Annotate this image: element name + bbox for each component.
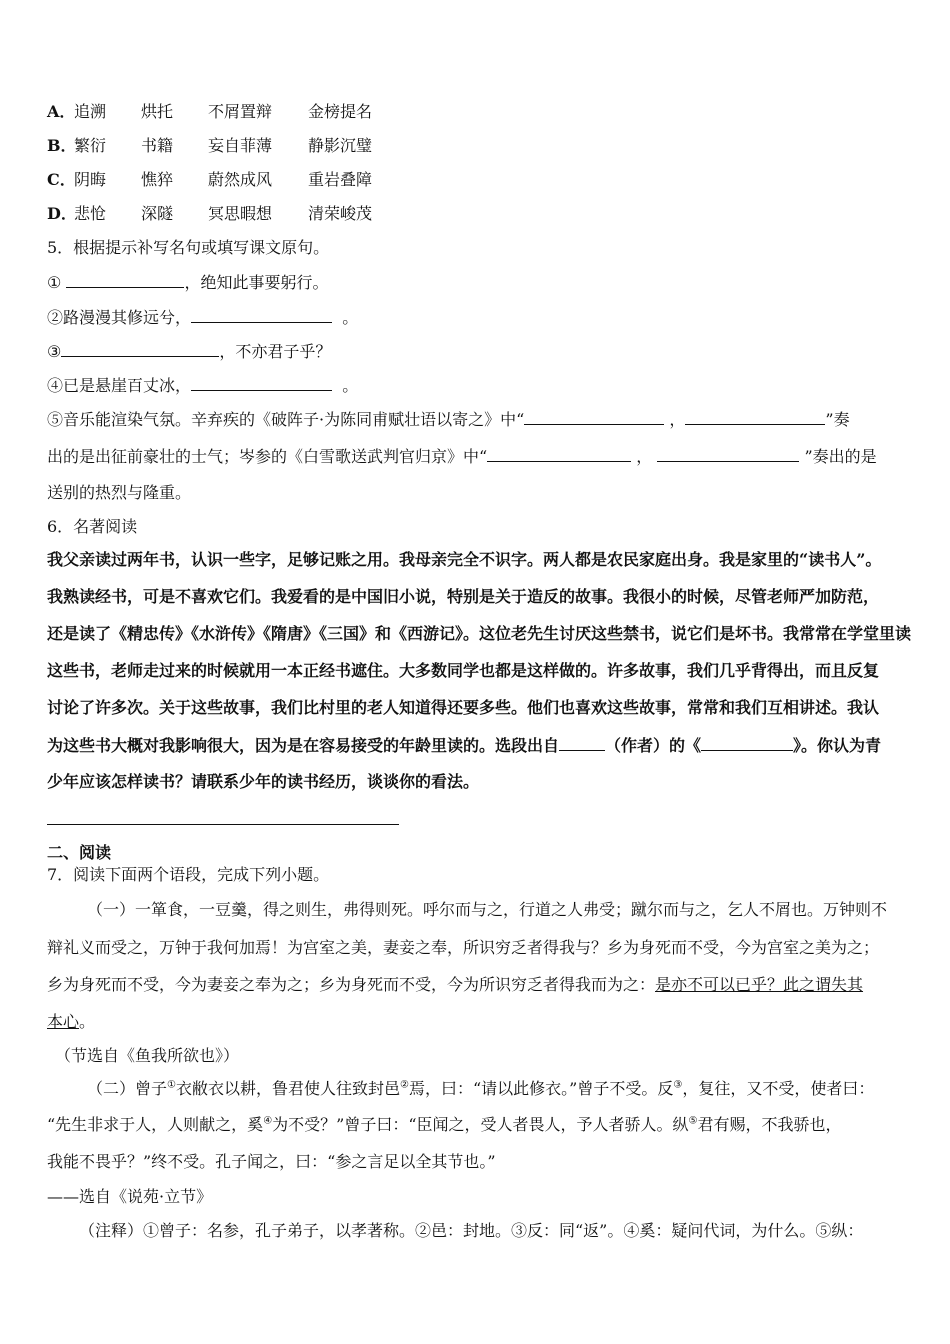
answer-blank[interactable] (191, 306, 332, 323)
q6-passage-line: 我熟读经书，可是不喜欢它们。我爱看的是中国旧小说，特别是关于造反的故事。我很小的时候，尽管老师严加防范， (47, 587, 880, 606)
answer-blank[interactable] (657, 445, 799, 462)
passage-text: 衣敝衣以耕，鲁君使人往致封邑 (175, 1079, 400, 1098)
answer-blank[interactable] (487, 445, 631, 462)
option-word: 静影沉璧 (308, 136, 373, 155)
q5-line-5 (47, 408, 850, 431)
passage-1-line (47, 1011, 95, 1033)
question-7-title: 7．阅读下面两个语段，完成下列小题。 (47, 865, 330, 884)
option-word: 悲怆 (74, 204, 107, 223)
passage-text: 。 (79, 1012, 96, 1031)
q5-text: ”奏 (825, 410, 850, 429)
option-word: 阴晦 (74, 170, 107, 189)
option-word: 清荣峻茂 (308, 204, 373, 223)
q6-passage-line: 还是读了《精忠传》《水浒传》《隋唐》《三国》和《西游记》。这位老先生讨厌这些禁书，说它们是坏书。我常常在学堂里读 (47, 624, 912, 643)
option-word: 重岩叠障 (308, 170, 373, 189)
q5-text: ”奏出的是 (804, 447, 877, 466)
q5-line-prefix: ④已是悬崖百丈冰， (47, 376, 192, 395)
answer-blank[interactable] (685, 408, 825, 425)
passage-text: （二）曾子 (87, 1079, 168, 1098)
q5-line-7: 送别的热烈与隆重。 (47, 483, 192, 502)
option-letter: B． (47, 136, 77, 155)
underlined-sentence: 是亦不可以已乎？此之谓失其 (655, 975, 864, 994)
passage-text: 为不受？”曾子曰：“臣闻之，受人者畏人，予人者骄人。纵 (272, 1115, 689, 1134)
answer-blank[interactable] (524, 408, 664, 425)
option-d (47, 203, 372, 225)
q5-line-4 (47, 374, 358, 397)
answer-blank[interactable] (191, 374, 332, 391)
q5-text: ， (636, 447, 653, 466)
q6-text: （作者）的《 (605, 736, 702, 755)
q5-line-suffix: ，不亦君子乎？ (219, 342, 332, 361)
passage-1-source: （节选自《鱼我所欲也》） (55, 1046, 240, 1065)
footnote-marker: ③ (673, 1079, 683, 1091)
question-6-title: 6．名著阅读 (47, 517, 138, 536)
underlined-sentence: 本心 (47, 1012, 80, 1031)
author-blank[interactable] (559, 734, 605, 751)
question-5-title: 5．根据提示补写名句或填写课文原句。 (47, 238, 330, 257)
q5-text: ， (669, 410, 686, 429)
passage-text: ，复往，又不受，使者曰： (682, 1079, 875, 1098)
q6-passage-line: 这些书，老师走过来的时候就用一本正经书遮住。大多数同学也都是这样做的。许多故事，我们几乎背得出，而且反复 (47, 661, 880, 680)
option-word: 金榜提名 (308, 102, 373, 121)
q5-line-suffix: 。 (342, 376, 359, 395)
option-word: 憔猝 (141, 170, 174, 189)
annotation-line: （注释）①曾子：名参，孔子弟子，以孝著称。②邑：封地。③反：同“返”。④奚：疑问代词，为什么。⑤纵： (79, 1221, 864, 1240)
passage-2-line: 我能不畏乎？”终不受。孔子闻之，曰：“参之言足以全其节也。” (47, 1152, 496, 1171)
passage-1-line (47, 974, 863, 996)
option-word: 深隧 (141, 204, 174, 223)
option-word: 妄自菲薄 (208, 136, 273, 155)
answer-blank[interactable] (66, 271, 184, 288)
q5-line-prefix: ① (47, 273, 62, 292)
passage-text: 君有赐，不我骄也， (697, 1115, 842, 1134)
option-a (47, 101, 372, 123)
q6-passage-line: 讨论了许多次。关于这些故事，我们比村里的老人知道得还要多些。他们也喜欢这些故事，常常和我们互相讲述。我认 (47, 698, 880, 717)
footnote-marker: ⑤ (688, 1115, 698, 1127)
q6-passage-line: 我父亲读过两年书，认识一些字，足够记账之用。我母亲完全不识字。两人都是农民家庭出身。我是家里的“读书人”。 (47, 550, 882, 569)
option-word: 烘托 (141, 102, 174, 121)
option-word: 繁衍 (74, 136, 107, 155)
passage-2-line (87, 1078, 874, 1100)
option-c (47, 169, 372, 191)
q5-line-suffix: 。 (342, 308, 359, 327)
passage-1-line: 辩礼义而受之，万钟于我何加焉！为宫室之美，妻妾之奉，所识穷乏者得我与？乡为身死而不受，今为宫室之美为之； (47, 938, 880, 957)
q6-text: 》。你认为青 (793, 736, 882, 755)
q5-line-2 (47, 306, 358, 329)
option-word: 冥思暇想 (208, 204, 273, 223)
q5-line-prefix: ②路漫漫其修远兮， (47, 308, 192, 327)
passage-1-line: （一）一箪食，一豆羹，得之则生，弗得则死。呼尔而与之，行道之人弗受；蹴尔而与之，乞人不屑也。万钟则不 (87, 900, 888, 919)
q5-line-3 (47, 340, 331, 363)
passage-2-line (47, 1114, 842, 1136)
q5-line-1 (47, 271, 328, 294)
option-letter: A． (47, 102, 76, 121)
q5-line-suffix: ，绝知此事要躬行。 (184, 273, 329, 292)
footnote-marker: ② (400, 1079, 409, 1091)
footnote-marker: ④ (263, 1115, 273, 1127)
answer-line[interactable] (47, 824, 399, 825)
passage-2-source: ——选自《说苑·立节》 (47, 1187, 213, 1206)
answer-blank[interactable] (61, 340, 219, 357)
passage-text: 乡为身死而不受，今为妻妾之奉为之；乡为身死而不受，今为所识穷乏者得我而为之： (47, 975, 656, 994)
section-heading: 二、阅读 (47, 843, 112, 862)
q6-passage-line (47, 734, 881, 757)
q5-text: 出的是出征前豪壮的士气；岑参的《白雪歌送武判官归京》中“ (47, 447, 488, 466)
q5-text: ⑤音乐能渲染气氛。辛弃疾的《破阵子·为陈同甫赋壮语以寄之》中“ (47, 410, 525, 429)
q6-prompt: 少年应该怎样读书？请联系少年的读书经历，谈谈你的看法。 (47, 772, 480, 791)
footnote-marker: ① (167, 1079, 176, 1091)
option-letter: C． (47, 170, 76, 189)
option-b (47, 135, 372, 157)
book-blank[interactable] (701, 734, 793, 751)
passage-text: 焉，曰：“请以此修衣。”曾子不受。反 (408, 1079, 674, 1098)
option-letter: D． (47, 204, 77, 223)
option-word: 蔚然成风 (208, 170, 273, 189)
passage-text: “先生非求于人，人则献之，奚 (47, 1115, 264, 1134)
q5-line-prefix: ③ (47, 342, 62, 361)
q5-line-6 (47, 445, 877, 468)
q6-text: 为这些书大概对我影响很大，因为是在容易接受的年龄里读的。选段出自 (47, 736, 560, 755)
option-word: 追溯 (74, 102, 107, 121)
option-word: 书籍 (141, 136, 174, 155)
option-word: 不屑置辩 (208, 102, 273, 121)
